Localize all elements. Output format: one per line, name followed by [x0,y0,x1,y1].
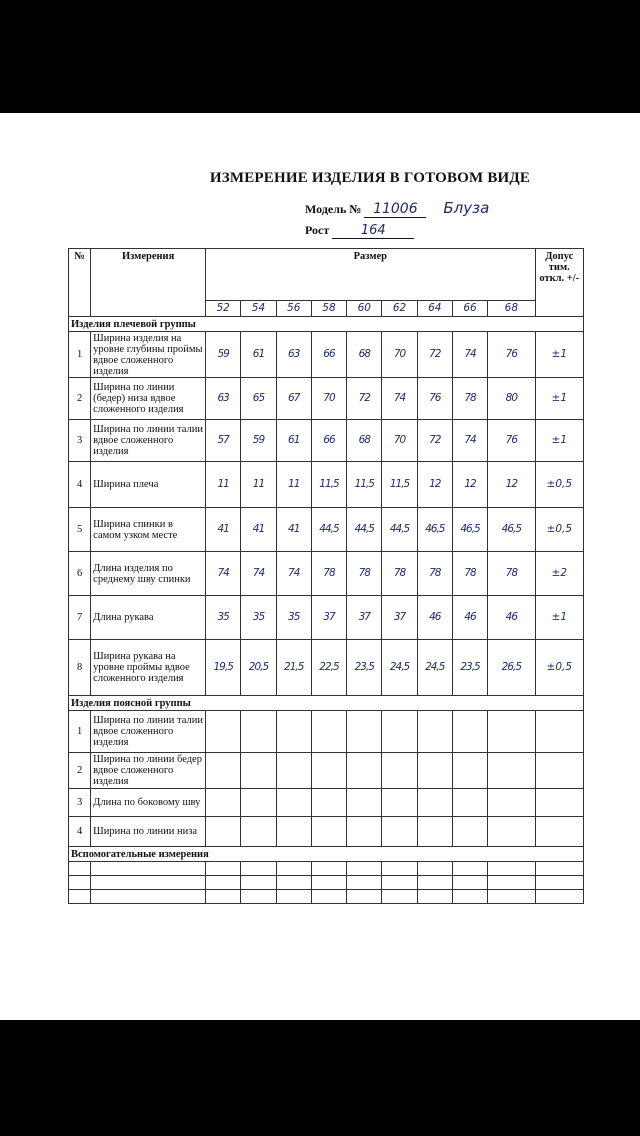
value-cell [311,789,346,817]
section-title: Вспомогательные измерения [69,847,584,862]
value-cell: 65 [241,378,276,420]
blank-cell [206,862,241,876]
row-number: 4 [69,817,91,847]
value-cell: 46 [452,596,487,640]
value-cell [382,711,417,753]
blank-cell [311,890,346,904]
size-cell: 66 [452,301,487,317]
value-cell: 11,5 [382,462,417,508]
value-cell: 37 [347,596,382,640]
value-cell [382,817,417,847]
blank-cell [69,876,91,890]
blank-row [69,890,584,904]
blank-cell [417,890,452,904]
value-cell [488,753,535,789]
blank-cell [417,862,452,876]
measurement-sheet [0,113,640,1020]
table-row [69,508,584,552]
value-cell: 67 [276,378,311,420]
value-cell: 46,5 [488,508,535,552]
value-cell: 72 [417,420,452,462]
value-cell [311,753,346,789]
table-body [69,249,584,904]
value-cell: 78 [417,552,452,596]
value-cell: 44,5 [311,508,346,552]
value-cell: 11 [276,462,311,508]
table-row [69,378,584,420]
blank-cell [311,862,346,876]
value-cell [382,753,417,789]
blank-cell [488,876,535,890]
value-cell: 72 [347,378,382,420]
value-cell [417,711,452,753]
col-measure-header: Измерения [91,249,206,317]
value-cell: 41 [276,508,311,552]
value-cell [417,817,452,847]
value-cell [206,711,241,753]
blank-cell [347,890,382,904]
row-label: Длина рукава [91,596,206,640]
value-cell: 11 [206,462,241,508]
blank-cell [535,890,583,904]
blank-cell [535,876,583,890]
value-cell: 63 [276,332,311,378]
value-cell [452,711,487,753]
value-cell [488,789,535,817]
value-cell: 78 [311,552,346,596]
blank-cell [382,862,417,876]
value-cell: 35 [276,596,311,640]
header-row [69,249,584,301]
table-row [69,552,584,596]
value-cell: 76 [417,378,452,420]
size-cell: 64 [417,301,452,317]
value-cell: 78 [382,552,417,596]
value-cell: 70 [382,420,417,462]
row-number: 7 [69,596,91,640]
row-number: 5 [69,508,91,552]
value-cell [311,817,346,847]
row-number: 6 [69,552,91,596]
value-cell [347,711,382,753]
value-cell: 37 [311,596,346,640]
model-number: 11006 [364,201,426,218]
size-cell: 60 [347,301,382,317]
value-cell: 80 [488,378,535,420]
value-cell [241,711,276,753]
value-cell: 61 [276,420,311,462]
value-cell [452,817,487,847]
tolerance-cell: ±0,5 [535,640,583,696]
value-cell: 70 [382,332,417,378]
tolerance-cell: ±1 [535,378,583,420]
row-label: Ширина плеча [91,462,206,508]
value-cell [276,789,311,817]
blank-row [69,876,584,890]
growth-label: Рост [305,223,330,237]
value-cell: 35 [241,596,276,640]
size-cell: 68 [488,301,535,317]
row-label: Ширина по линии бедер вдвое сложенного изделия [91,753,206,789]
value-cell [311,711,346,753]
section-row [69,317,584,332]
section-title: Изделия плечевой группы [69,317,584,332]
table-row [69,596,584,640]
value-cell [347,789,382,817]
value-cell: 46,5 [452,508,487,552]
blank-cell [452,890,487,904]
blank-cell [382,876,417,890]
tolerance-cell: ±0,5 [535,462,583,508]
value-cell: 59 [241,420,276,462]
value-cell: 78 [452,552,487,596]
value-cell [276,711,311,753]
value-cell: 11,5 [347,462,382,508]
blank-cell [311,876,346,890]
blank-row [69,862,584,876]
row-number: 4 [69,462,91,508]
value-cell [452,753,487,789]
value-cell: 76 [488,332,535,378]
tolerance-cell [535,817,583,847]
value-cell: 44,5 [382,508,417,552]
value-cell [241,817,276,847]
tolerance-cell: ±0,5 [535,508,583,552]
blank-cell [452,862,487,876]
blank-cell [91,876,206,890]
table-row [69,462,584,508]
value-cell: 78 [452,378,487,420]
value-cell: 41 [241,508,276,552]
measurement-table [68,248,584,904]
blank-cell [417,876,452,890]
row-label: Ширина по линии талии вдвое сложенного изделия [91,420,206,462]
blank-cell [535,862,583,876]
blank-cell [382,890,417,904]
tolerance-cell [535,711,583,753]
model-label: Модель № [305,202,362,216]
value-cell: 63 [206,378,241,420]
value-cell: 78 [488,552,535,596]
col-size-header: Размер [206,249,535,301]
section-row [69,696,584,711]
value-cell: 19,5 [206,640,241,696]
table-row [69,420,584,462]
value-cell: 78 [347,552,382,596]
row-number: 8 [69,640,91,696]
blank-cell [69,862,91,876]
tolerance-cell: ±2 [535,552,583,596]
size-cell: 54 [241,301,276,317]
tolerance-cell: ±1 [535,332,583,378]
value-cell: 11,5 [311,462,346,508]
value-cell: 44,5 [347,508,382,552]
row-label: Ширина по линии низа [91,817,206,847]
col-tolerance-header: Допус тим. откл. +/- [535,249,583,317]
value-cell: 23,5 [347,640,382,696]
col-number-header: № [69,249,91,317]
value-cell: 37 [382,596,417,640]
blank-cell [276,876,311,890]
value-cell [347,753,382,789]
value-cell [488,817,535,847]
growth-line [305,223,414,239]
value-cell: 24,5 [417,640,452,696]
value-cell: 12 [488,462,535,508]
value-cell: 23,5 [452,640,487,696]
tolerance-cell: ±1 [535,596,583,640]
size-cell: 58 [311,301,346,317]
blank-cell [488,890,535,904]
value-cell: 72 [417,332,452,378]
value-cell [206,753,241,789]
table-row [69,332,584,378]
row-label: Ширина изделия на уровне глубины проймы вдвое сложенного изделия [91,332,206,378]
value-cell: 66 [311,332,346,378]
value-cell [452,789,487,817]
value-cell: 20,5 [241,640,276,696]
value-cell: 70 [311,378,346,420]
blank-cell [276,862,311,876]
value-cell: 74 [452,420,487,462]
value-cell: 57 [206,420,241,462]
row-label: Ширина по линии (бедер) низа вдвое сложенного изделия [91,378,206,420]
table-row [69,753,584,789]
value-cell: 35 [206,596,241,640]
value-cell [347,817,382,847]
blank-cell [241,876,276,890]
blank-cell [69,890,91,904]
value-cell [241,789,276,817]
value-cell: 76 [488,420,535,462]
value-cell: 68 [347,332,382,378]
value-cell [241,753,276,789]
value-cell: 59 [206,332,241,378]
size-cell: 52 [206,301,241,317]
value-cell [276,817,311,847]
blank-cell [91,862,206,876]
row-number: 2 [69,378,91,420]
row-label: Длина по боковому шву [91,789,206,817]
document-title: ИЗМЕРЕНИЕ ИЗДЕЛИЯ В ГОТОВОМ ВИДЕ [209,170,531,186]
tolerance-cell [535,753,583,789]
value-cell: 66 [311,420,346,462]
growth-value: 164 [332,223,414,239]
blank-cell [488,862,535,876]
value-cell: 46 [417,596,452,640]
value-cell: 46,5 [417,508,452,552]
table-row [69,789,584,817]
row-number: 1 [69,711,91,753]
section-title: Изделия поясной группы [69,696,584,711]
blank-cell [276,890,311,904]
row-number: 3 [69,420,91,462]
blank-cell [347,876,382,890]
row-label: Ширина спинки в самом узком месте [91,508,206,552]
blank-cell [241,890,276,904]
table-row [69,711,584,753]
blank-cell [91,890,206,904]
blank-cell [452,876,487,890]
value-cell: 11 [241,462,276,508]
blank-cell [206,890,241,904]
blank-cell [347,862,382,876]
tolerance-cell [535,789,583,817]
row-label: Ширина рукава на уровне проймы вдвое сложенного изделия [91,640,206,696]
value-cell: 74 [206,552,241,596]
model-kind: Блуза [443,199,490,217]
value-cell: 68 [347,420,382,462]
size-cell: 56 [276,301,311,317]
value-cell: 74 [241,552,276,596]
value-cell: 74 [382,378,417,420]
value-cell: 24,5 [382,640,417,696]
tolerance-cell: ±1 [535,420,583,462]
row-label: Ширина по линии талии вдвое сложенного изделия [91,711,206,753]
value-cell: 61 [241,332,276,378]
value-cell: 74 [452,332,487,378]
row-number: 3 [69,789,91,817]
value-cell: 12 [452,462,487,508]
value-cell [206,789,241,817]
size-cell: 62 [382,301,417,317]
value-cell: 22,5 [311,640,346,696]
table-row [69,817,584,847]
blank-cell [241,862,276,876]
value-cell [488,711,535,753]
value-cell: 46 [488,596,535,640]
value-cell: 12 [417,462,452,508]
section-row [69,847,584,862]
value-cell [206,817,241,847]
model-line [305,199,489,218]
value-cell: 26,5 [488,640,535,696]
value-cell [382,789,417,817]
value-cell [276,753,311,789]
value-cell: 41 [206,508,241,552]
value-cell: 74 [276,552,311,596]
row-label: Длина изделия по среднему шву спинки [91,552,206,596]
row-number: 1 [69,332,91,378]
blank-cell [206,876,241,890]
value-cell [417,789,452,817]
value-cell [417,753,452,789]
row-number: 2 [69,753,91,789]
value-cell: 21,5 [276,640,311,696]
table-row [69,640,584,696]
